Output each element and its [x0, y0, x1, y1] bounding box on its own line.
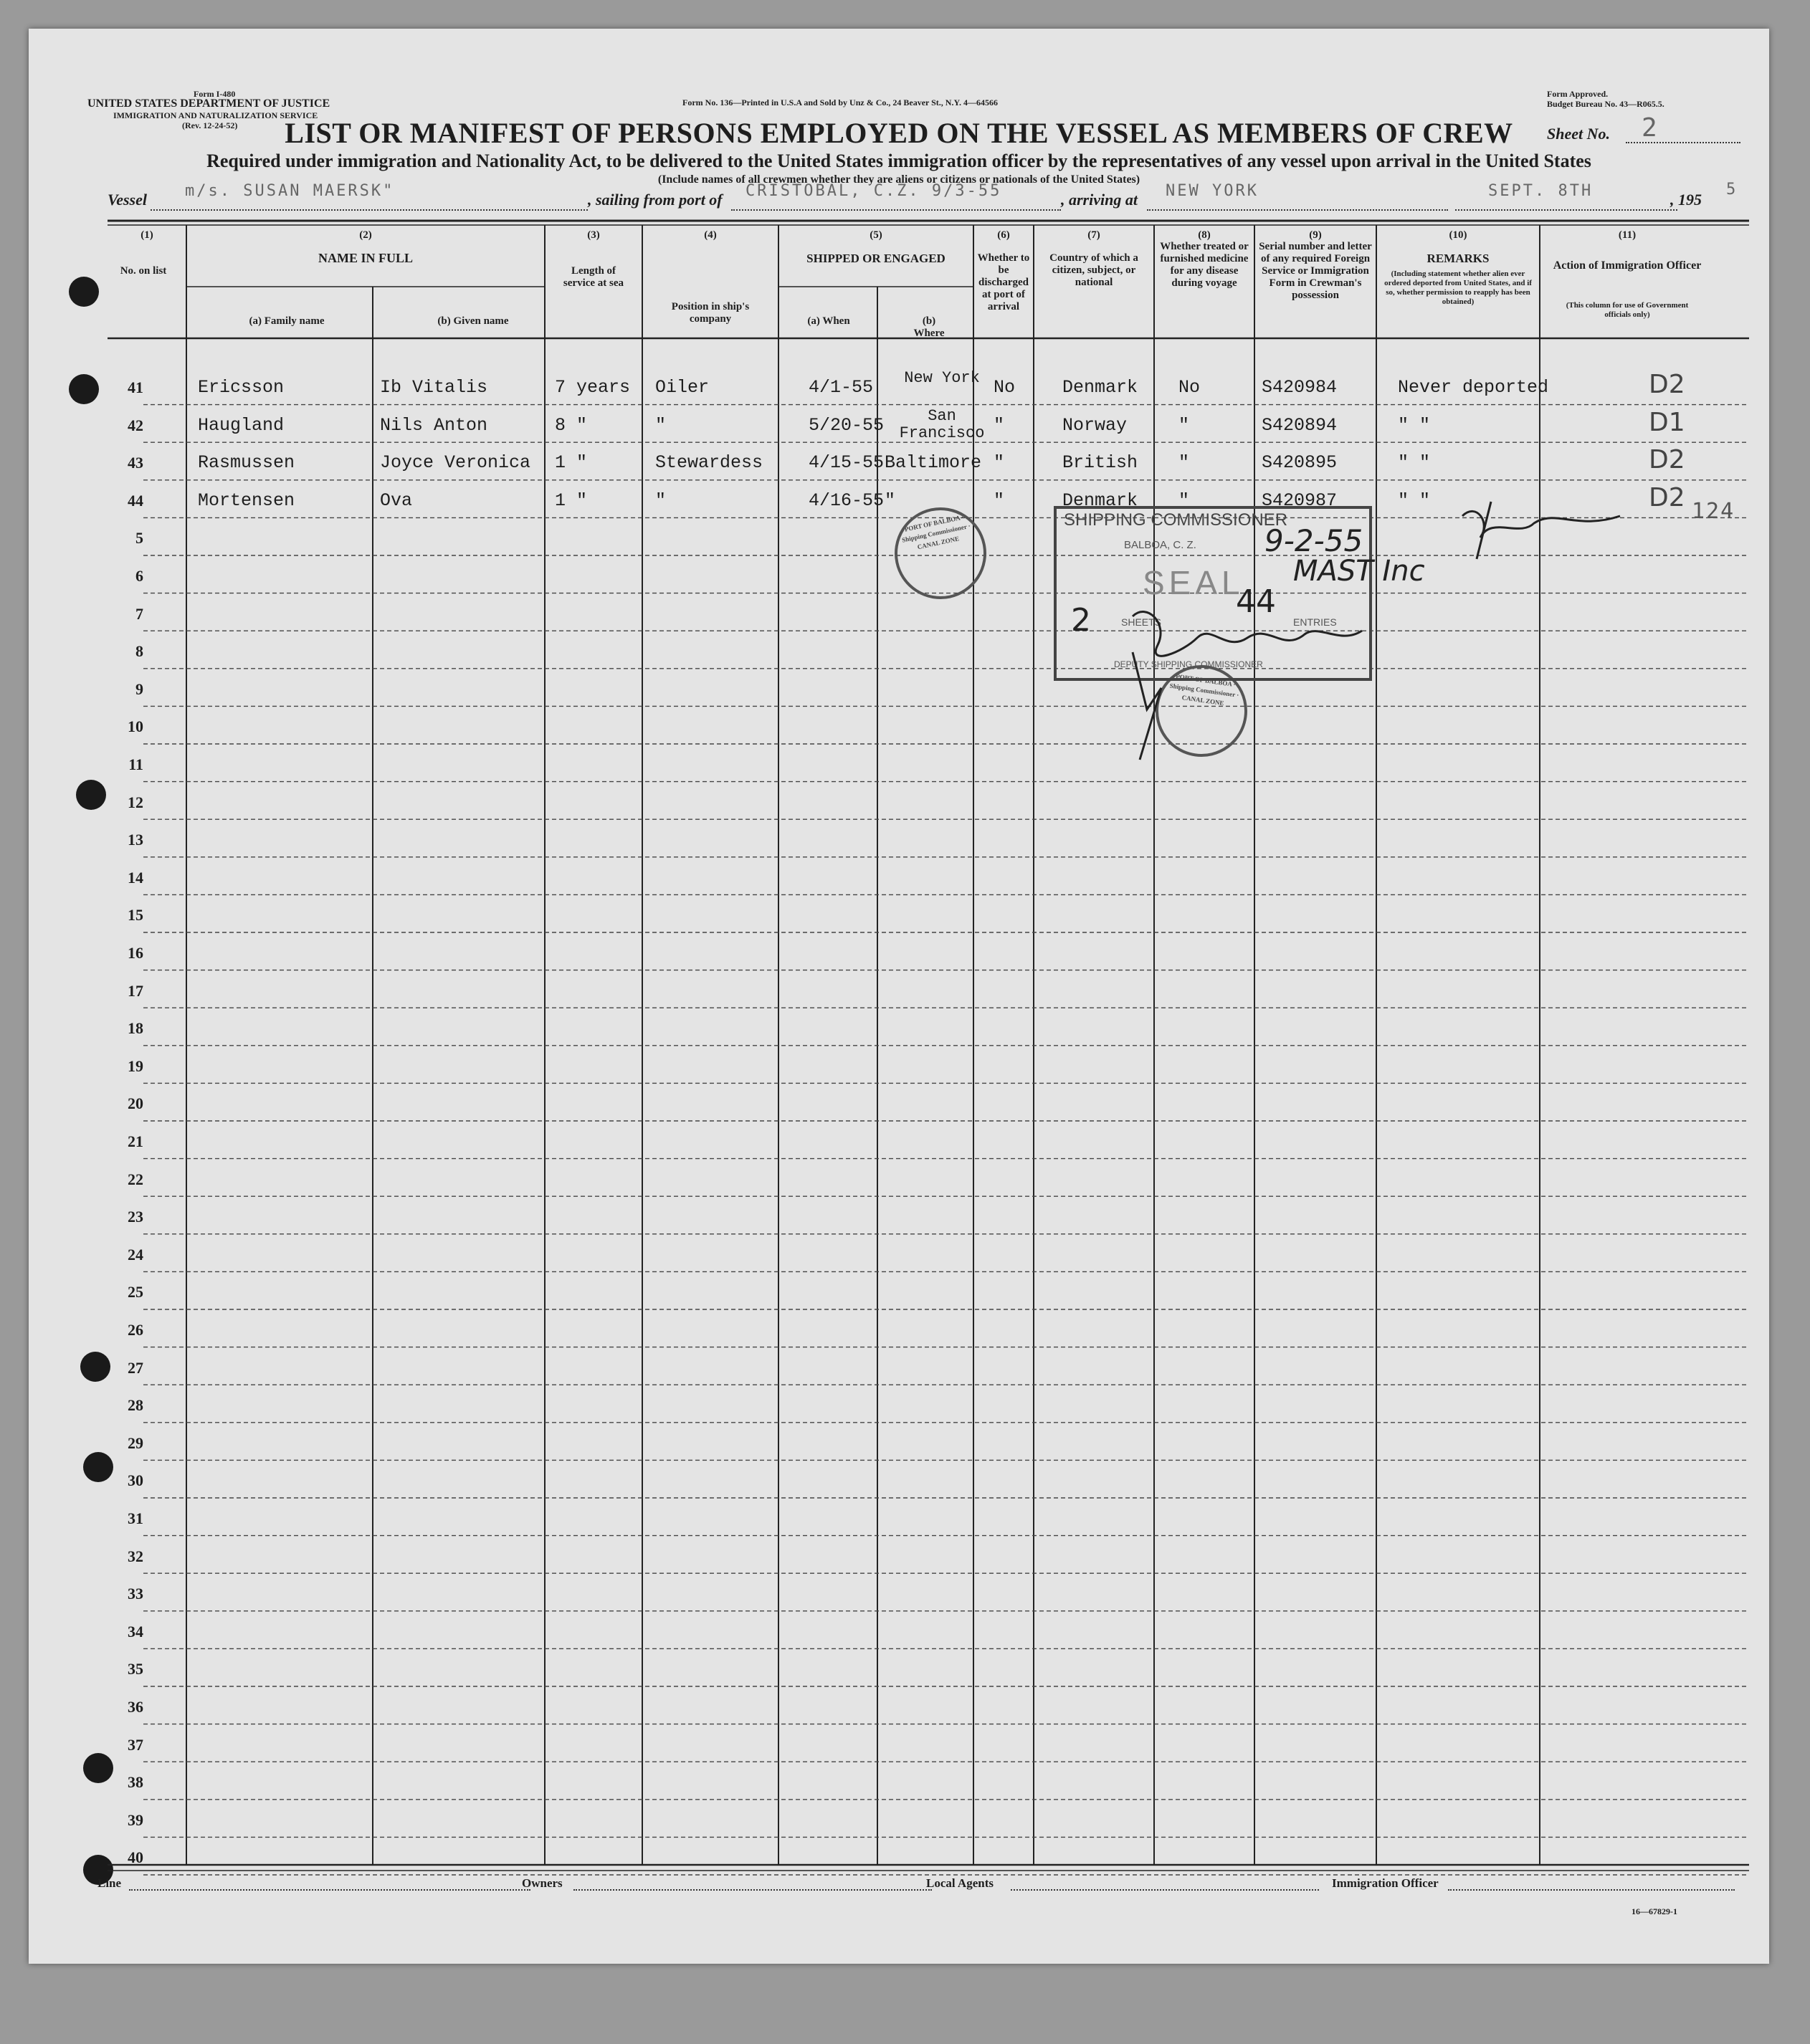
- arrival-date: SEPT. 8TH: [1488, 182, 1594, 200]
- port-seal-stamp-2: PORT OF BALBOA · Shipping Commissioner · CANAL ZONE: [1150, 659, 1254, 763]
- row-number: 12: [128, 793, 143, 811]
- discharged-cell: ": [994, 452, 1005, 474]
- serial-number-cell: S420894: [1262, 414, 1338, 436]
- stamp-entries: 44: [1236, 583, 1276, 620]
- row-number: 15: [128, 906, 143, 925]
- footer-line-label: Line: [97, 1876, 122, 1890]
- vessel-label: Vessel: [108, 191, 147, 209]
- department: UNITED STATES DEPARTMENT OF JUSTICE: [87, 97, 330, 110]
- row-number: 22: [128, 1170, 143, 1188]
- medicine-cell: ": [1178, 489, 1190, 511]
- row-number: 7: [135, 604, 143, 623]
- medicine-cell: No: [1178, 377, 1201, 398]
- row-number: 17: [128, 981, 143, 1000]
- revision: (Rev. 12-24-52): [182, 120, 238, 130]
- family-name-cell: Rasmussen: [198, 452, 295, 474]
- footer-officer-underline: [1448, 1889, 1735, 1891]
- shipped-where-cell: San Francisco: [899, 406, 985, 442]
- col4-header: Position in ship's company: [671, 301, 750, 325]
- row-number: 40: [128, 1848, 143, 1867]
- position-cell: Oiler: [655, 377, 710, 398]
- service-length-cell: 7 years: [555, 377, 631, 398]
- shipped-where-cell: Baltimore: [885, 452, 982, 474]
- footer-owners-underline: [573, 1889, 932, 1891]
- col5-number: (5): [870, 229, 882, 241]
- row-number: 21: [128, 1132, 143, 1150]
- row-number: 36: [128, 1698, 143, 1716]
- footer-line-underline: [129, 1889, 530, 1891]
- col9-number: (9): [1309, 229, 1322, 241]
- port-seal-stamp: PORT OF BALBOA · Shipping Commissioner · CANAL ZONE: [886, 499, 995, 608]
- col3-number: (3): [587, 229, 600, 241]
- immigration-action-cell: D2: [1649, 482, 1685, 512]
- given-name-cell: Ib Vitalis: [380, 377, 488, 398]
- vessel-name: m/s. SUSAN MAERSK": [185, 182, 395, 200]
- col6-number: (6): [997, 229, 1010, 241]
- row-number: 19: [128, 1056, 143, 1075]
- row-number: 11: [128, 755, 143, 773]
- row-number: 39: [128, 1810, 143, 1829]
- signature-scrawl: [1090, 473, 1634, 774]
- col5-header: SHIPPED OR ENGAGED: [806, 252, 946, 265]
- row-number: 44: [128, 491, 143, 510]
- position-cell: ": [655, 489, 667, 511]
- position-cell: Stewardess: [655, 452, 763, 474]
- manifest-sheet: [29, 29, 1769, 1964]
- col10-note: (Including statement whether alien ever ordered deported from United States, and if so, whether permission to reapply has been obtained): [1384, 269, 1532, 306]
- row-number: 35: [128, 1660, 143, 1678]
- col7-number: (7): [1087, 229, 1100, 241]
- serial-number-cell: S420895: [1262, 452, 1338, 474]
- medicine-cell: ": [1178, 414, 1190, 436]
- discharged-cell: No: [994, 377, 1016, 398]
- shipped-where-cell: New York: [904, 369, 980, 387]
- stamp-place: BALBOA, C. Z.: [1124, 539, 1196, 551]
- remarks-cell: Never deported: [1398, 377, 1549, 398]
- col6-header: Whether to be discharged at port of arrival: [977, 252, 1030, 312]
- row-number: 30: [128, 1471, 143, 1490]
- shipped-when-cell: 4/15-55: [809, 452, 885, 474]
- service: IMMIGRATION AND NATURALIZATION SERVICE: [113, 110, 318, 120]
- given-name-cell: Joyce Veronica: [380, 452, 531, 474]
- family-name-cell: Haugland: [198, 414, 285, 436]
- serial-number-cell: S420984: [1262, 377, 1338, 398]
- stamp-office: DEPUTY SHIPPING COMMISSIONER: [1114, 659, 1263, 669]
- arriving-label: , arriving at: [1061, 191, 1138, 209]
- row-number: 27: [128, 1358, 143, 1377]
- footer-code: 16—67829-1: [1632, 1906, 1677, 1916]
- country-cell: British: [1062, 452, 1138, 474]
- position-cell: ": [655, 414, 667, 436]
- row-number: 34: [128, 1622, 143, 1641]
- col10-header: REMARKS: [1426, 252, 1490, 265]
- footer-owners-label: Owners: [522, 1876, 563, 1890]
- row-number: 33: [128, 1585, 143, 1603]
- service-length-cell: 8 ": [555, 414, 588, 436]
- remarks-cell: " ": [1398, 414, 1431, 436]
- remarks-cell: " ": [1398, 452, 1431, 474]
- sheet-number: 2: [1642, 113, 1659, 143]
- row-number: 8: [135, 642, 143, 661]
- col1-number: (1): [140, 229, 153, 241]
- col2b-header: (b) Given name: [437, 315, 509, 327]
- country-cell: Denmark: [1062, 489, 1138, 511]
- row-number: 25: [128, 1283, 143, 1302]
- row-number: 5: [135, 529, 143, 548]
- margin-note: 124: [1692, 499, 1735, 524]
- page-title: LIST OR MANIFEST OF PERSONS EMPLOYED ON THE VESSEL AS MEMBERS OF CREW: [285, 117, 1513, 149]
- col2-header: NAME IN FULL: [318, 251, 413, 265]
- country-cell: Norway: [1062, 414, 1128, 436]
- discharged-cell: ": [994, 489, 1005, 511]
- immigration-action-cell: D1: [1649, 407, 1685, 437]
- row-number: 6: [135, 567, 143, 585]
- page-subtitle: Required under immigration and Nationality Act, to be delivered to the United States immigration officer by the representatives of any vessel upon arrival in the United States: [206, 151, 1591, 171]
- shipped-when-cell: 5/20-55: [809, 414, 885, 436]
- remarks-cell: " ": [1398, 489, 1431, 511]
- row-number: 9: [135, 679, 143, 698]
- sailing-label: , sailing from port of: [588, 191, 723, 209]
- col7-header: Country of which a citizen, subject, or national: [1049, 252, 1138, 288]
- given-name-cell: Nils Anton: [380, 414, 488, 436]
- year-digit: 5: [1726, 181, 1738, 199]
- row-number: 13: [128, 831, 143, 849]
- form-approved: Form Approved.: [1547, 89, 1609, 99]
- col11-note: (This column for use of Government officials only): [1566, 301, 1689, 319]
- given-name-cell: Ova: [380, 489, 413, 511]
- country-cell: Denmark: [1062, 377, 1138, 398]
- stamp-seal: SEAL: [1143, 564, 1244, 601]
- budget-bureau: Budget Bureau No. 43—R065.5.: [1547, 99, 1664, 109]
- row-number: 41: [128, 378, 143, 396]
- row-number: 24: [128, 1245, 143, 1264]
- row-number: 42: [128, 416, 143, 434]
- footer-agents-label: Local Agents: [926, 1876, 994, 1890]
- col2-number: (2): [359, 229, 372, 241]
- row-number: 28: [128, 1396, 143, 1415]
- col11-header: Action of Immigration Officer: [1553, 259, 1702, 272]
- immigration-action-cell: D2: [1649, 445, 1685, 475]
- col2a-header: (a) Family name: [249, 315, 325, 327]
- serial-number-cell: S420987: [1262, 489, 1338, 511]
- sheet-label: Sheet No.: [1547, 125, 1610, 143]
- col8-number: (8): [1198, 229, 1211, 241]
- row-number: 10: [128, 717, 143, 736]
- col3-header: Length of service at sea: [563, 265, 624, 289]
- shipped-when-cell: 4/1-55: [809, 377, 874, 398]
- row-number: 31: [128, 1509, 143, 1527]
- row-number: 43: [128, 454, 143, 472]
- row-number: 23: [128, 1208, 143, 1226]
- family-name-cell: Mortensen: [198, 489, 295, 511]
- row-number: 20: [128, 1094, 143, 1113]
- form-number: Form I-480: [194, 89, 236, 99]
- col9-header: Serial number and letter of any required Foreign Service or Immigration Form in Crewman's possession: [1259, 241, 1372, 301]
- immigration-action-cell: D2: [1649, 370, 1685, 399]
- row-number: 37: [128, 1735, 143, 1754]
- stamp-sheets-label: SHEETS: [1121, 616, 1162, 628]
- footer-officer-label: Immigration Officer: [1332, 1876, 1439, 1890]
- printer-note: Form No. 136—Printed in U.S.A and Sold by Unz & Co., 24 Beaver St., N.Y. 4—64566: [682, 97, 999, 108]
- service-length-cell: 1 ": [555, 489, 588, 511]
- col5a-header: (a) When: [807, 315, 850, 327]
- include-note: (Include names of all crewmen whether they are aliens or citizens or nationals of the United States): [657, 173, 1140, 186]
- arriving-port: NEW YORK: [1166, 182, 1259, 200]
- stamp-sheets: 2: [1071, 602, 1091, 639]
- family-name-cell: Ericsson: [198, 377, 285, 398]
- medicine-cell: ": [1178, 452, 1190, 474]
- shipped-where-cell: ": [885, 489, 896, 511]
- col8-header: Whether treated or furnished medicine for any disease during voyage: [1160, 241, 1249, 289]
- row-number: 29: [128, 1433, 143, 1452]
- stamp-entries-label: ENTRIES: [1293, 616, 1337, 628]
- row-number: 16: [128, 944, 143, 962]
- row-number: 26: [128, 1321, 143, 1339]
- stamp-date: 9-2-55: [1264, 523, 1363, 558]
- col4-number: (4): [704, 229, 717, 241]
- col5b-header: (b) Where: [913, 315, 945, 339]
- service-length-cell: 1 ": [555, 452, 588, 474]
- row-number: 14: [128, 868, 143, 887]
- row-number: 38: [128, 1773, 143, 1792]
- row-number: 32: [128, 1547, 143, 1565]
- stamp-title: SHIPPING COMMISSIONER: [1064, 510, 1288, 530]
- col10-number: (10): [1449, 229, 1467, 241]
- col1-header: No. on list: [120, 265, 167, 277]
- footer-agents-underline: [1011, 1889, 1319, 1891]
- shipped-when-cell: 4/16-55: [809, 489, 885, 511]
- row-number: 18: [128, 1019, 143, 1038]
- col11-number: (11): [1618, 229, 1637, 241]
- year-label: , 195: [1670, 191, 1702, 209]
- sailing-port: CRISTOBAL, C.Z. 9/3-55: [746, 182, 1002, 200]
- stamp-note: MAST Inc: [1293, 555, 1425, 588]
- discharged-cell: ": [994, 414, 1005, 436]
